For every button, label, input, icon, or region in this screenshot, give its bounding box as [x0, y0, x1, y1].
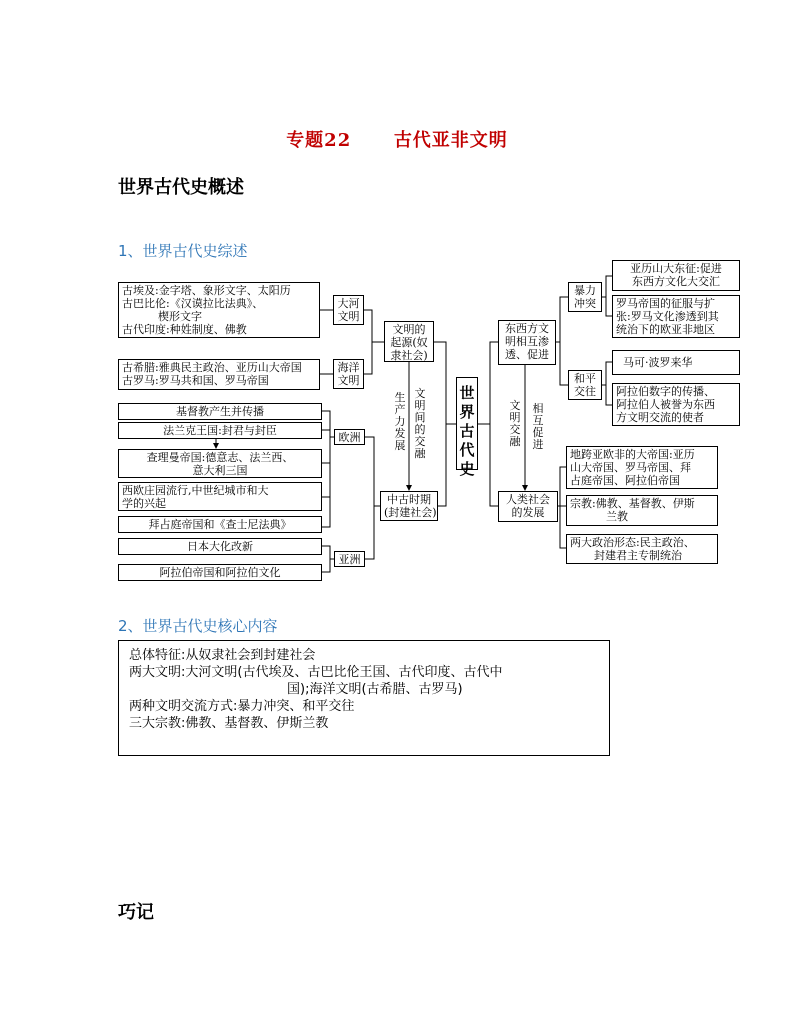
label-line: 隶社会): [390, 349, 428, 362]
detail-line: 古巴比伦:《汉谟拉比法典》、: [122, 297, 264, 310]
label-line: 交往: [574, 385, 596, 398]
detail-line: 两大政治形态:民主政治、: [570, 536, 695, 549]
detail-line: 马可·波罗来华: [623, 356, 693, 369]
detail-line: 古埃及:金字塔、象形文字、太阳历: [122, 284, 291, 297]
europe-item-box: [118, 449, 322, 478]
section2-label: 2、世界古代史核心内容: [118, 617, 278, 635]
great-empires-box: [566, 446, 718, 489]
asia-item-box: [118, 538, 322, 555]
label-line: 的发展: [511, 506, 545, 519]
detail-line: 古代印度:种姓制度、佛教: [122, 323, 247, 336]
detail-line: 古罗马:罗马共和国、罗马帝国: [122, 374, 269, 387]
summary-line: 两大文明:大河文明(古代埃及、古巴比伦王国、古代印度、古代中: [129, 665, 503, 680]
title-prefix: 专题22: [286, 130, 352, 151]
label-line: 透、促进: [505, 348, 549, 361]
label-line: 和平: [574, 372, 596, 385]
label-line: (封建社会): [384, 506, 437, 519]
asia-box: [334, 551, 365, 567]
europe-box: [334, 429, 365, 445]
summary-line: 两种文明交流方式:暴力冲突、和平交往: [129, 699, 355, 714]
detail-line: 封建君主专制统治: [594, 549, 682, 562]
detail-line: 占庭帝国、阿拉伯帝国: [570, 474, 680, 487]
river-civilization-detail-box: [118, 282, 320, 338]
human-society-development-box: [498, 491, 558, 522]
productivity-label: 生产力发展: [394, 391, 406, 452]
civilization-exchange-label: 文明间的交融: [414, 387, 426, 460]
label-line: 海洋: [337, 361, 360, 374]
sea-civilization-detail-box: [118, 359, 320, 390]
label-line: 文明: [337, 374, 360, 387]
mutual-promotion-label: 相互促进: [532, 402, 544, 451]
label-line: 文明: [337, 310, 360, 323]
detail-line: 楔形文字: [158, 310, 202, 323]
detail-line: 罗马帝国的征服与扩: [616, 297, 715, 310]
asia-item-label: 日本大化改新: [187, 540, 253, 553]
label-line: 明相互渗: [505, 335, 549, 348]
label-line: 文明的: [392, 323, 426, 336]
title-main: 古代亚非文明: [393, 130, 508, 151]
roman-empire-box: [612, 295, 740, 338]
core-content-summary-box: [118, 640, 610, 756]
detail-line: 张:罗马文化渗透到其: [616, 310, 719, 323]
detail-line: 宗教:佛教、基督教、伊斯: [570, 497, 695, 510]
europe-label: 欧洲: [338, 431, 361, 444]
europe-item-label: 意大利三国: [192, 464, 248, 477]
overview-heading: 世界古代史概述: [118, 177, 244, 198]
asia-item-label: 阿拉伯帝国和阿拉伯文化: [159, 566, 281, 579]
europe-item-box: [118, 516, 322, 533]
detail-line: 统治下的欧亚非地区: [616, 323, 715, 336]
world-ancient-history-center-box: [456, 377, 478, 478]
river-civilization-box: [333, 295, 364, 325]
asia-item-box: [118, 564, 322, 581]
religions-box: [566, 495, 718, 526]
label-line: 暴力: [574, 284, 596, 297]
europe-item-box: [118, 403, 322, 420]
section1-label: 1、世界古代史综述: [118, 242, 248, 260]
medieval-period-box: [380, 491, 438, 521]
east-west-exchange-box: [498, 320, 556, 365]
europe-item-label: 西欧庄园流行,中世纪城市和大: [122, 484, 269, 497]
europe-item-box: [118, 482, 322, 511]
europe-item-box: [118, 422, 322, 439]
civilization-fusion-label: 文明交融: [509, 399, 521, 448]
europe-item-label: 法兰克王国:封君与封臣: [163, 424, 277, 437]
detail-line: 方文明交流的使者: [616, 411, 704, 424]
summary-line: 总体特征:从奴隶社会到封建社会: [129, 648, 316, 663]
political-forms-box: [566, 534, 718, 564]
asia-label: 亚洲: [338, 553, 361, 566]
detail-line: 阿拉伯人被誉为东西: [616, 398, 715, 411]
detail-line: 阿拉伯数字的传播、: [616, 385, 715, 398]
label-line: 大河: [337, 297, 360, 310]
detail-line: 地跨亚欧非的大帝国:亚历: [570, 448, 695, 461]
label-line: 东西方文: [505, 322, 549, 335]
europe-item-label: 基督教产生并传播: [176, 405, 264, 418]
center-label: 世界古代史: [459, 384, 475, 478]
europe-item-label: 查理曼帝国:德意志、法兰西、: [146, 451, 294, 464]
sea-civilization-box: [333, 359, 364, 389]
summary-line: 国);海洋文明(古希腊、古罗马): [287, 682, 463, 697]
summary-line: 三大宗教:佛教、基督教、伊斯兰教: [129, 716, 329, 731]
detail-line: 山大帝国、罗马帝国、拜: [570, 461, 691, 474]
peaceful-exchange-box: [568, 370, 602, 400]
detail-line: 古希腊:雅典民主政治、亚历山大帝国: [122, 361, 302, 374]
detail-line: 兰教: [606, 510, 628, 523]
arab-spread-box: [612, 383, 740, 426]
europe-item-label: 拜占庭帝国和《查士尼法典》: [148, 518, 292, 531]
civilization-origin-box: [384, 321, 434, 362]
mnemonic-heading: 巧记: [118, 902, 154, 923]
europe-item-label: 学的兴起: [122, 497, 166, 510]
label-line: 起源(奴: [390, 336, 428, 349]
label-line: 中古时期: [387, 493, 431, 506]
detail-line: 东西方文化大交汇: [632, 275, 720, 288]
label-line: 冲突: [574, 297, 596, 310]
label-line: 人类社会: [506, 493, 550, 506]
marco-polo-box: [612, 350, 740, 375]
alexander-campaign-box: [612, 260, 740, 291]
detail-line: 亚历山大东征:促进: [630, 262, 722, 275]
violent-conflict-box: [568, 282, 602, 312]
